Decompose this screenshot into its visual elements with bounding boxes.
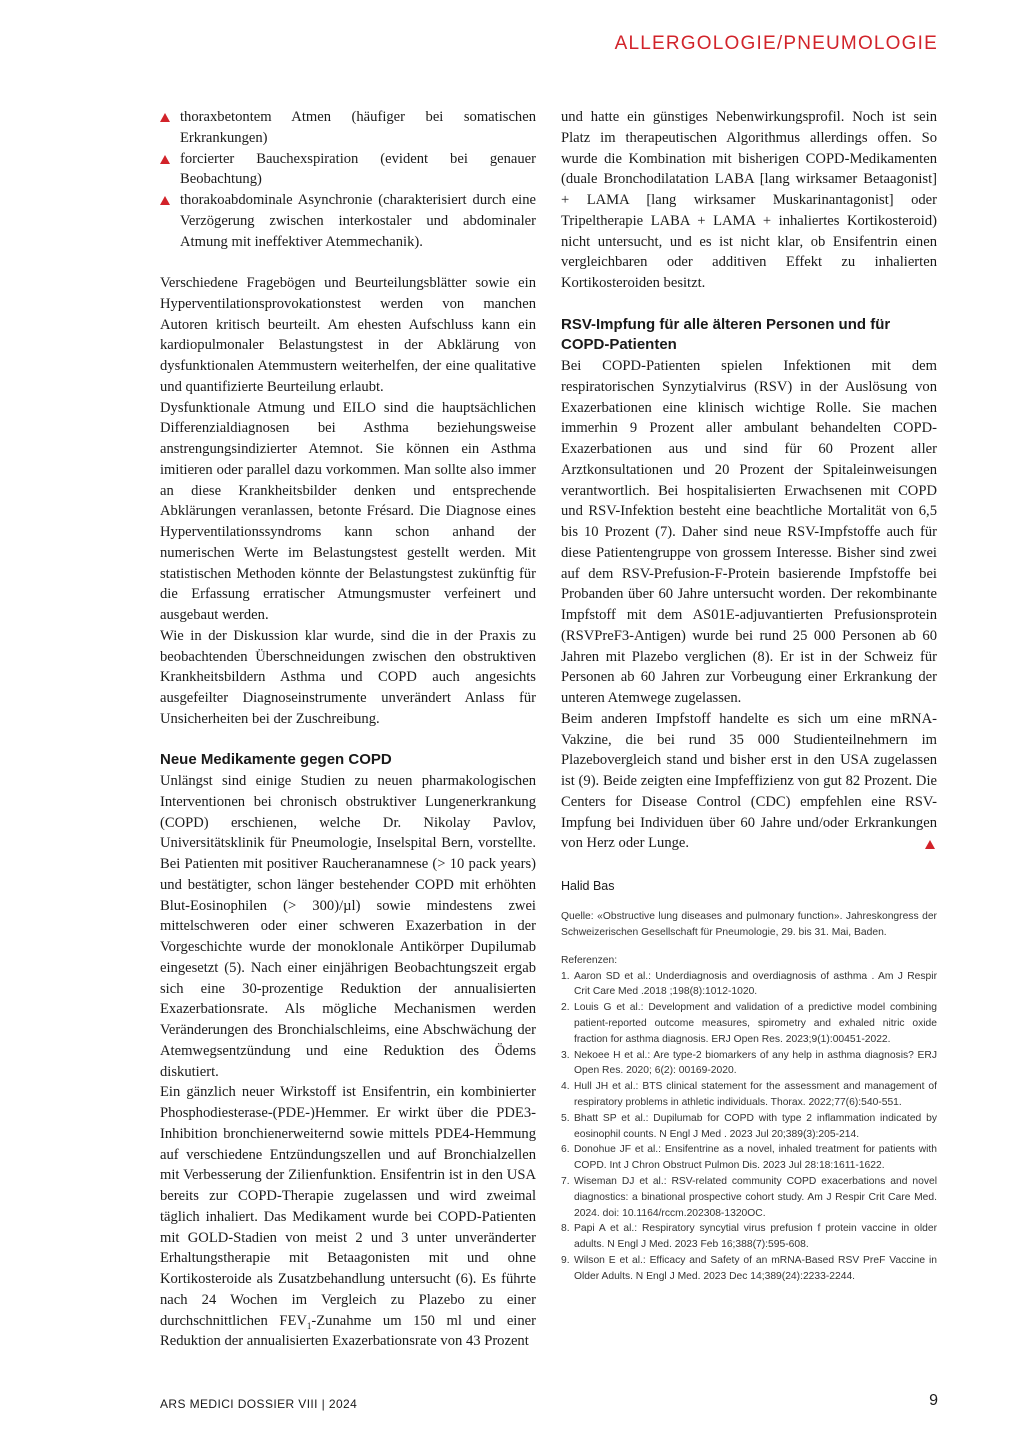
reference-item: 9. Wilson E et al.: Efficacy and Safety of an mRNA-Based RSV PreF Vaccine in Older Adults. N Engl J Med. 2023 Dec 14;389(24):2233-2244.: [561, 1254, 937, 1282]
reference-item: 2. Louis G et al.: Development and validation of a predictive model combining patient-reported outcome measures, spirometry and exhaled nitric oxide fraction for asthma diagnosis. ERJ Open Res. 2023;9(1):00451-2022.: [561, 1002, 937, 1045]
author-name: Halid Bas: [561, 879, 615, 893]
body-paragraph: Wie in der Diskussion klar wurde, sind die in der Praxis zu beobachtenden Überschneidungen zwischen den obstruktiven Krankheitsbildern Asthma und COPD auch angesichts ausgefeilter Diagnoseinstrumente unverändert Anlass für Unsicherheiten bei der Zuschreibung.: [160, 627, 536, 727]
body-paragraph: und hatte ein günstiges Nebenwirkungsprofil. Noch ist sein Platz im therapeutischen Algorithmus allerdings offen. So wurde die Kombination mit bisherigen COPD-Medikamenten (duale Bronchodilatation LABA [lang wirksamer Betaagonist] + LAMA [lang wirksamer Muskarinantagonist] oder Tripeltherapie LABA + LAMA + inhaliertes Kortikosteroid) nicht untersucht, und es ist nicht klar, ob Ensifentrin einen vergleichbaren oder additiven Effekt zu inhalierten Kortikosteroiden besitzt.: [561, 109, 937, 291]
triangle-bullet-icon: [160, 155, 170, 164]
reference-item: 3. Nekoee H et al.: Are type-2 biomarkers of any help in asthma diagnosis? ERJ Open Res. 2020; 6(2): 00169-2020.: [561, 1049, 937, 1077]
bullet-list: [160, 107, 536, 252]
section-heading: RSV-Impfung für alle älteren Personen und für COPD-Patienten: [561, 315, 891, 354]
body-paragraph: Ein gänzlich neuer Wirkstoff ist Ensifentrin, ein kombinierter Phosphodiesterase-(PDE-)Hemmer. Er wirkt über die PDE3-Inhibition bronchienerweiternd sowie mittels PDE4-Hemmung auf verschiedene Entzündungszellen und auf Bronchialzellen mit Verbesserung der Zilienfunktion. Ensifentrin ist in den USA bereits zur COPD-Therapie zugelassen und wird zweimal täglich inhaliert. Das Medikament wurde bei COPD-Patienten mit GOLD-Stadien von meist 2 und 3 unter unveränderter Erhaltungstherapie mit Betaagonisten mit und ohne Kortikosteroide als Zusatzbehandlung untersucht (6). Es führte nach 24 Wochen im Vergleich zu Plazebo zu einer durchschnittlichen $FEV_1$-Zunahme um 150 ml und einer Reduktion der annualisierten Exazerbationsrate von 43 Prozent: [160, 1084, 536, 1350]
reference-item: 7. Wiseman DJ et al.: RSV-related community COPD exacerbations and novel diagnostics: a binational prospective cohort study. Am J Respir Crit Care Med. 2024. doi: 10.1164/rccm.202308-1320OC.: [561, 1175, 937, 1219]
triangle-bullet-icon: [160, 113, 170, 122]
page-number: 9: [929, 1392, 938, 1409]
reference-item: 8. Papi A et al.: Respiratory syncytial virus prefusion f protein vaccine in older adults. N Engl J Med. 2023 Feb 16;388(7):595-608.: [561, 1223, 937, 1251]
reference-list: [561, 969, 937, 1285]
triangle-bullet-icon: [160, 196, 170, 205]
publication-footer: ARS MEDICI DOSSIER VIII | 2024: [160, 1397, 358, 1411]
body-paragraph: Unlängst sind einige Studien zu neuen pharmakologischen Interventionen bei chronisch obstruktiver Lungenerkrankung (COPD) erschienen, welche Dr. Nikolay Pavlov, Universitätsklinik für Pneumologie, Inselspital Bern, vorstellte. Bei Patienten mit positiver Raucheranamnese (> 10 pack years) und bestätigter, schon länger bestehender COPD mit erhöhten Blut-Eosinophilen (> 300)/µl) sowie mindestens zwei mittelschweren oder einer schweren Exazerbation in der Vorgeschichte wurde der monoklonale Antikörper Dupilumab eingesetzt (5). Nach einer einjährigen Beobachtungszeit ergab sich eine 30-prozentige Reduktion der annualisierten Exazerbationsrate. Als mögliche Mechanismen werden Veränderungen des Bronchialschleims, eine Abschwächung der Atemwegsentzündung und eine Reduktion des Ödems diskutiert.: [160, 773, 536, 1080]
reference-item: 1. Aaron SD et al.: Underdiagnosis and overdiagnosis of asthma . Am J Respir Crit Care Med .2018 ;198(8):1012-1020.: [561, 970, 937, 998]
right-column: [561, 107, 937, 1284]
body-paragraph: Verschiedene Fragebögen und Beurteilungsblätter sowie ein Hyperventilationsprovokationstest werden von manchen Autoren kritisch beurteilt. Am ehesten Aufschluss kann ein kardiopulmonaler Belastungstest in der Abklärung von dysfunktionalen Atemmustern weiterhelfen, der eine qualitative und quantifizierte Beurteilung erlaubt.: [160, 275, 536, 395]
reference-item: 6. Donohue JF et al.: Ensifentrine as a novel, inhaled treatment for patients with COPD. Int J Chron Obstruct Pulmon Dis. 2023 Jul 28:18:1611-1622.: [561, 1144, 937, 1172]
source-note: Quelle: «Obstructive lung diseases and pulmonary function». Jahreskongress der Schweizerischen Gesellschaft für Pneumologie, 29. bis 31. Mai, Baden.: [561, 910, 937, 938]
section-label: ALLERGOLOGIE/PNEUMOLOGIE: [614, 33, 938, 54]
body-paragraph: Bei COPD-Patienten spielen Infektionen mit dem respiratorischen Synzytialvirus (RSV) in der Auslösung von Exazerbationen eine klinisch wichtige Rolle. Sie machen immerhin 9 Prozent aller ambulant behandelten COPD-Exazerbationen aus und sind für 60 Prozent aller Arztkonsultationen und 20 Prozent der Spitaleinweisungen verantwortlich. Bei hospitalisierten Erwachsenen mit COPD und RSV-Infektion besteht eine beachtliche Mortalität von 6,5 bis 10 Prozent (7). Daher sind neue RSV-Impfstoffe auch für diese Patientengruppe von grossem Interesse. Bisher sind zwei auf dem RSV-Prefusion-F-Protein basierende Impfstoffe bei Probanden über 60 Jahre untersucht worden. Der rekombinante Impfstoff mit dem AS01E-adjuvantierten Prefusionsprotein (RSVPreF3-Antigen) wurde bei rund 25 000 Personen ab 60 Jahren mit Plazebo verglichen (8). Er ist in der Schweiz für Personen ab 60 Jahren zur Vorbeugung einer Erkrankung der unteren Atemwege zugelassen.: [561, 358, 937, 706]
body-paragraph: Dysfunktionale Atmung und EILO sind die hauptsächlichen Differenzialdiagnosen bei Asthma beziehungsweise anstrengungsindizierter Atemnot. Sie können ein Asthma imitieren oder parallel dazu vorkommen. Man sollte also immer an diese Krankheitsbilder denken und entsprechende Abklärungen veranlassen, betonte Frésard. Die Diagnose eines Hyperventilationssyndroms kann schon anhand der numerischen Werte im Belastungstest gestellt werden. Mit statistischen Methoden könnte der Belastungstest zukünftig für die Erfassung erratischer Atmungsmuster verfeinert und ausgebaut werden.: [160, 399, 536, 623]
bullet-item: forcierter Bauchexspiration (evident bei genauer Beobachtung): [160, 149, 536, 191]
left-column: [160, 107, 536, 1352]
bullet-item: thorakoabdominale Asynchronie (charakterisiert durch eine Verzögerung zwischen interkostaler und abdominaler Atmung mit ineffektiver Atemmechanik).: [160, 190, 536, 252]
section-heading: Neue Medikamente gegen COPD: [160, 751, 392, 769]
reference-item: 4. Hull JH et al.: BTS clinical statement for the assessment and management of respiratory problems in athletic individuals. Thorax. 2022;77(6):540-551.: [561, 1081, 937, 1108]
references-title: Referenzen:: [561, 954, 618, 966]
bullet-item: thoraxbetontem Atmen (häufiger bei somatischen Erkrankungen): [160, 107, 536, 149]
body-paragraph: Beim anderen Impfstoff handelte es sich um eine mRNA-Vakzine, die bei rund 35 000 Studienteilnehmern im Plazebovergleich stand und bisher erst in den USA zugelassen ist (9). Beide zeigten eine Impfeffizienz von gut 82 Prozent. Die Centers for Disease Control (CDC) empfehlen eine RSV-Impfung bei Individuen über 60 Jahre und/oder Erkrankungen von Herz oder Lunge.: [561, 710, 937, 852]
reference-item: 5. Bhatt SP et al.: Dupilumab for COPD with type 2 inflammation indicated by eosinophil counts. N Engl J Med . 2023 Jul 20;389(3):205-214.: [561, 1112, 937, 1140]
article-end-triangle-icon: [925, 840, 935, 849]
